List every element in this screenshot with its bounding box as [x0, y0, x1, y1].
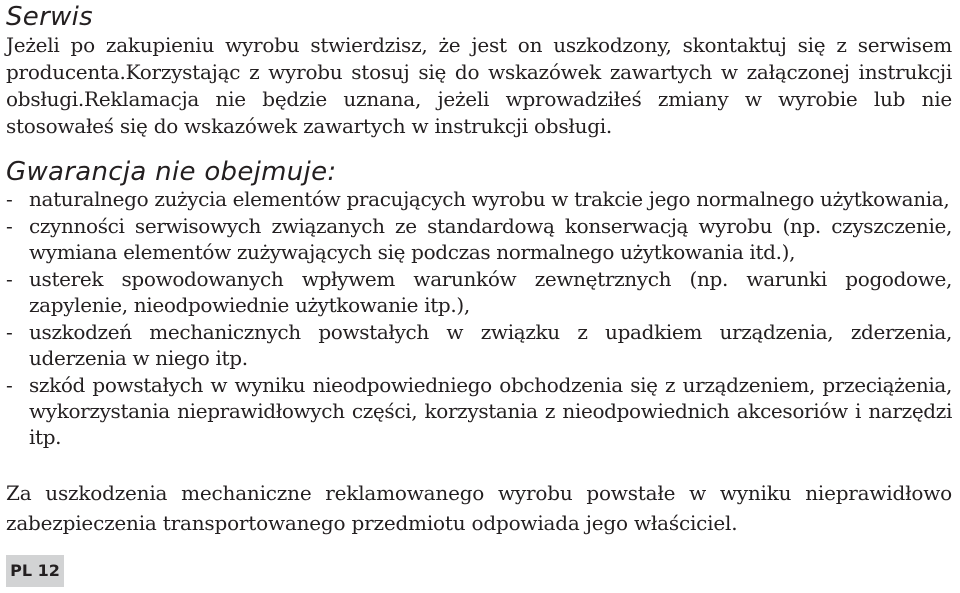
dash-bullet: -: [6, 214, 13, 238]
list-item: [6, 213, 952, 265]
service-paragraph: Jeżeli po zakupieniu wyrobu stwierdzisz, że jest on uszkodzony, skontaktuj się z serwisem producenta.Korzystając z wyrobu stosuj się do wskazówek zawartych w załączonej instrukcji obsługi.Reklamacja nie będzie uznana, jeżeli wprowadziłeś zmiany w wyrobie lub nie stosowałeś się do wskazówek zawartych w instrukcji obsługi.: [6, 33, 952, 138]
list-item: [6, 319, 952, 371]
section-title-service: Serwis: [6, 2, 94, 32]
list-item-text: naturalnego zużycia elementów pracujących wyrobu w trakcie jego normalnego użytkowania,: [29, 187, 950, 211]
list-item-text: czynności serwisowych związanych ze standardową konserwacją wyrobu (np. czyszczenie, wymiana elementów zużywających się podczas normalnego użytkowania itd.),: [29, 214, 952, 264]
section-title-warranty-exclusions: Gwarancja nie obejmuje:: [6, 157, 337, 187]
list-item: [6, 186, 952, 212]
list-item-text: uszkodzeń mechanicznych powstałych w związku z upadkiem urządzenia, zderzenia, uderzenia w niego itp.: [29, 320, 952, 370]
list-item: [6, 372, 952, 450]
dash-bullet: -: [6, 187, 13, 211]
dash-bullet: -: [6, 373, 13, 397]
dash-bullet: -: [6, 320, 13, 344]
warranty-exclusions-list: [6, 186, 952, 451]
owner-responsibility-paragraph: Za uszkodzenia mechaniczne reklamowanego wyrobu powstałe w wyniku nieprawidłowo zabezpieczenia transportowanego przedmiotu odpowiada jego właściciel.: [6, 481, 952, 535]
page-number-badge: PL 12: [6, 555, 64, 587]
dash-bullet: -: [6, 267, 13, 291]
list-item-text: szkód powstałych w wyniku nieodpowiedniego obchodzenia się z urządzeniem, przeciążenia, wykorzystania nieprawidłowych części, korzystania z nieodpowiednich akcesoriów i narzędzi itp.: [29, 373, 952, 449]
list-item: [6, 266, 952, 318]
list-item-text: usterek spowodowanych wpływem warunków zewnętrznych (np. warunki pogodowe, zapylenie, nieodpowiednie użytkowanie itp.),: [29, 267, 952, 317]
